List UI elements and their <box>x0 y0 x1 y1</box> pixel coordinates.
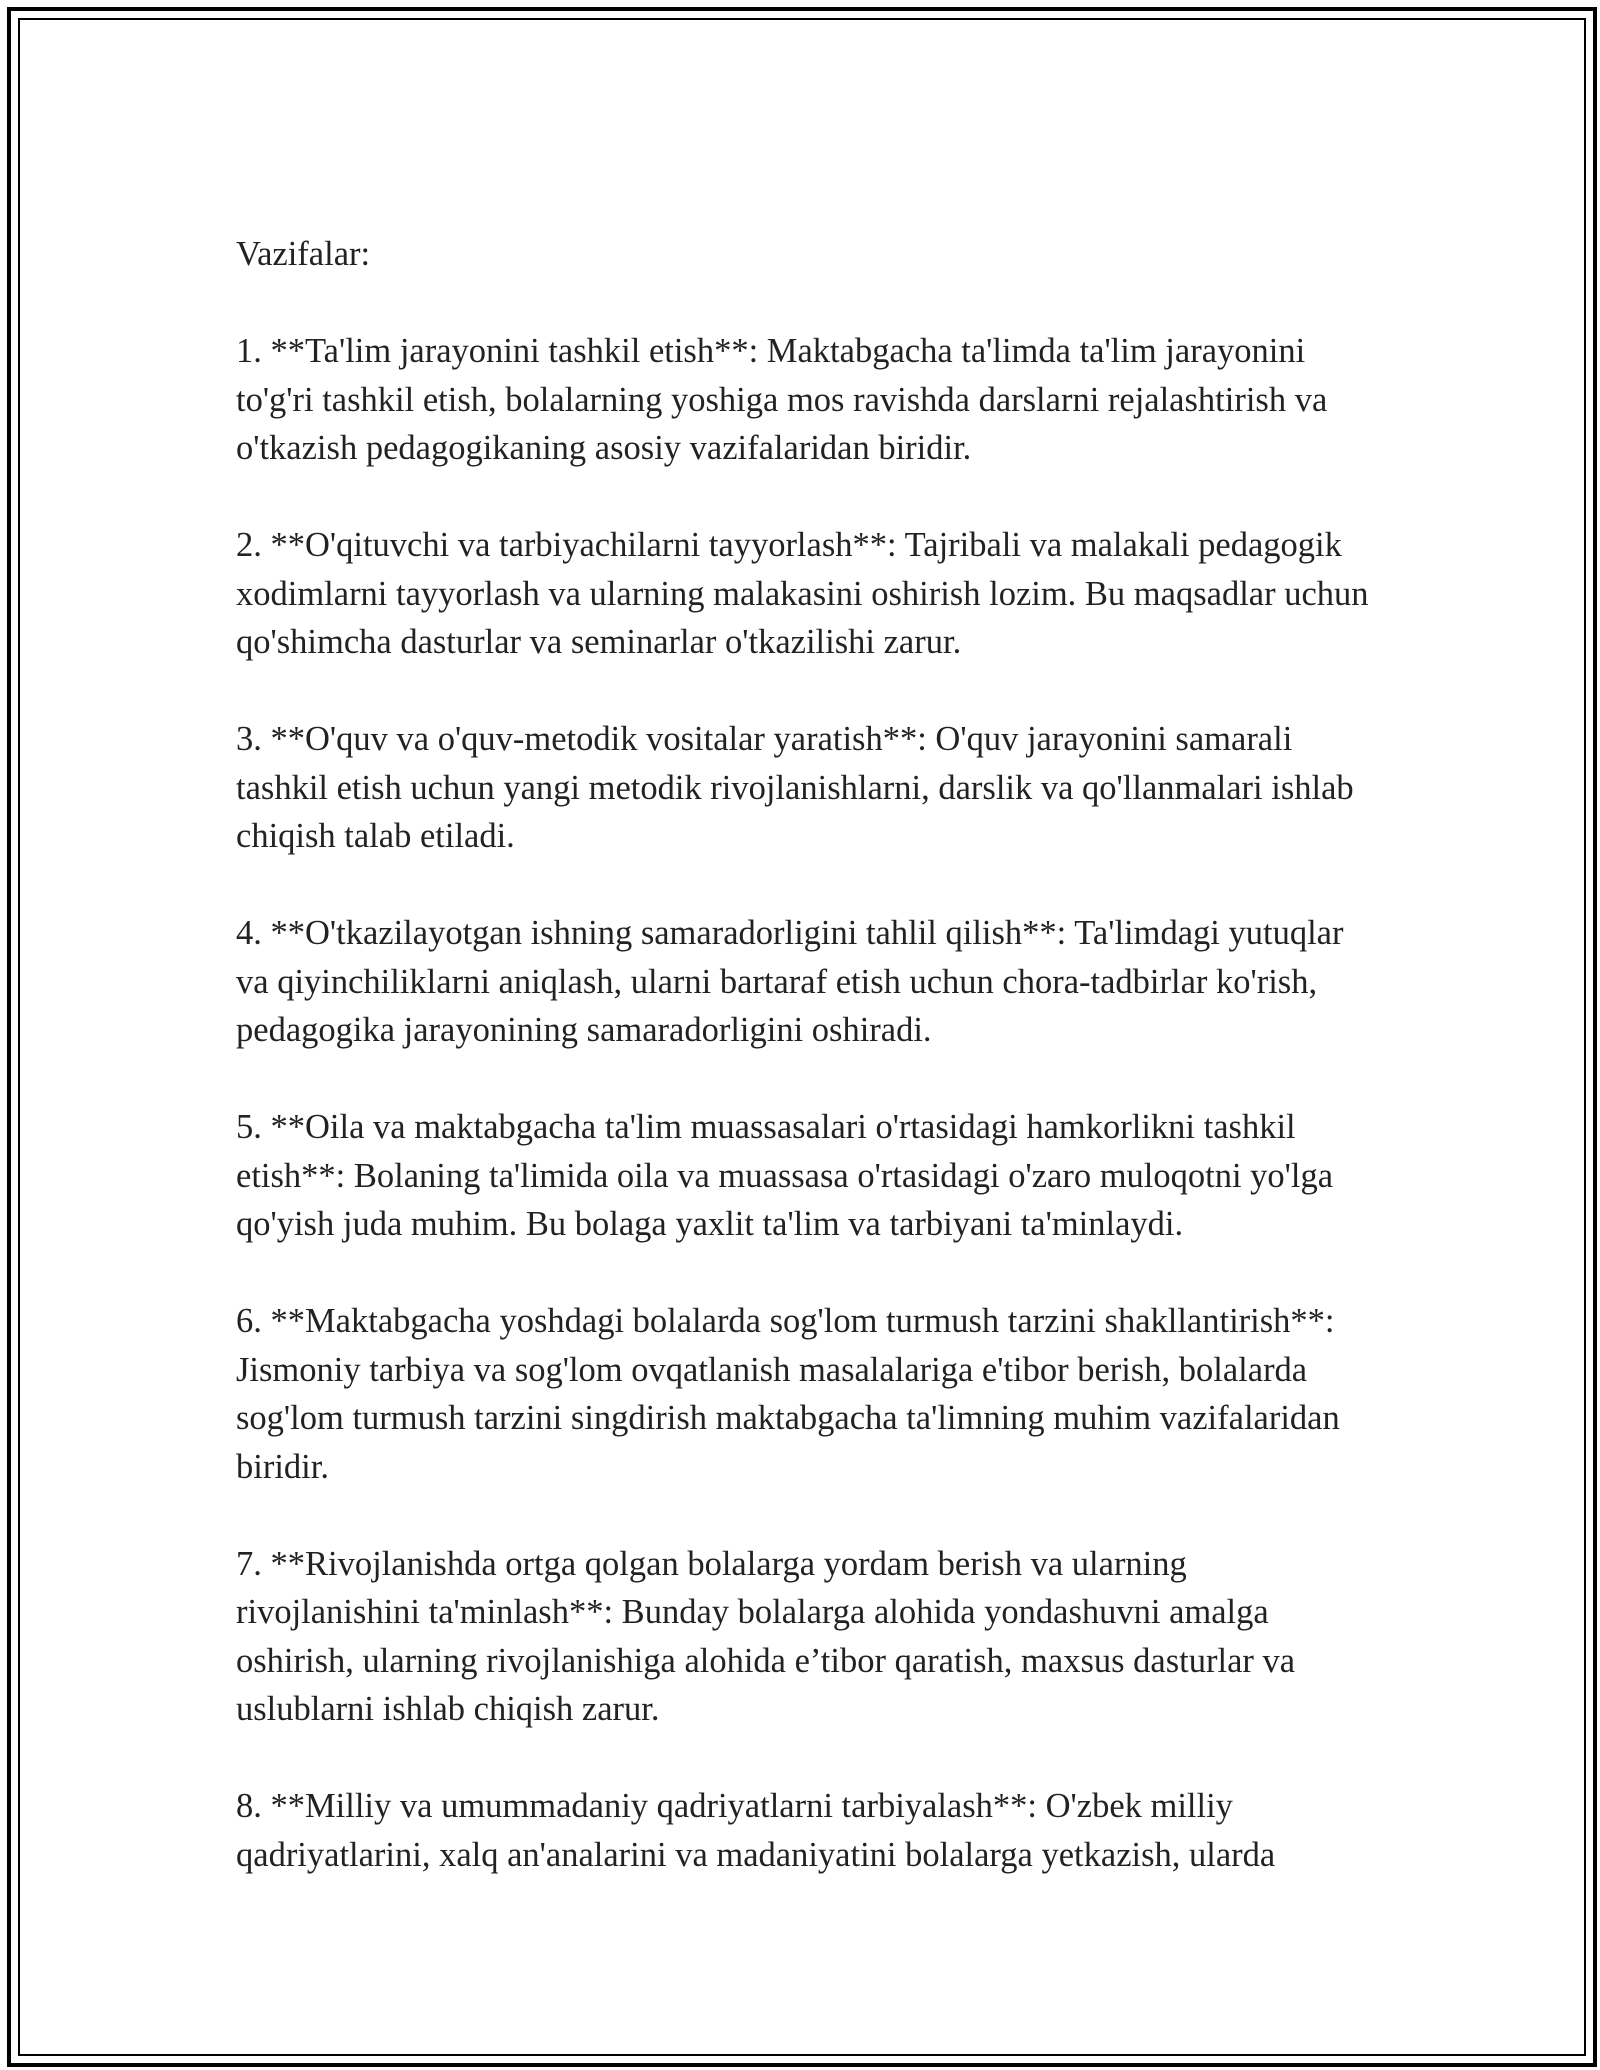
list-item-3: 3. **O'quv va o'quv-metodik vositalar yaratish**: O'quv jarayonini samarali tashkil etish uchun yangi metodik rivojlanishlarni, darslik va qo'llanmalari ishlab chiqish talab etiladi. <box>236 720 1354 855</box>
list-item-2: 2. **O'qituvchi va tarbiyachilarni tayyorlash**: Tajribali va malakali pedagogik xodimlarni tayyorlash va ularning malakasini oshirish lozim. Bu maqsadlar uchun qo'shimcha dasturlar va seminarlar o'tkazilishi zarur. <box>236 526 1369 661</box>
list-item-4: 4. **O'tkazilayotgan ishning samaradorligini tahlil qilish**: Ta'limdagi yutuqlar va qiyinchiliklarni aniqlash, ularni bartaraf etish uchun chora-tadbirlar ko'rish, pedagogika jarayonining samaradorligini oshiradi. <box>236 914 1344 1049</box>
list-item-1: 1. **Ta'lim jarayonini tashkil etish**: Maktabgacha ta'limda ta'lim jarayonini to'g'ri tashkil etish, bolalarning yoshiga mos ravishda darslarni rejalashtirish va o'tkazish pedagogikaning asosiy vazifalaridan biridir. <box>236 332 1328 467</box>
document-body <box>236 230 1376 1928</box>
section-heading: Vazifalar: <box>236 235 371 273</box>
list-item-6: 6. **Maktabgacha yoshdagi bolalarda sog'lom turmush tarzini shakllantirish**: Jismoniy tarbiya va sog'lom ovqatlanish masalalariga e'tibor berish, bolalarda sog'lom turmush tarzini singdirish maktabgacha ta'limning muhim vazifalaridan biridir. <box>236 1302 1340 1486</box>
list-item-7: 7. **Rivojlanishda ortga qolgan bolalarga yordam berish va ularning rivojlanishini ta'minlash**: Bunday bolalarga alohida yondashuvni amalga oshirish, ularning rivojlanishiga alohida e’tibor qaratish, maxsus dasturlar va uslublarni ishlab chiqish zarur. <box>236 1544 1296 1728</box>
list-item-8: 8. **Milliy va umummadaniy qadriyatlarni tarbiyalash**: O'zbek milliy qadriyatlarini, xalq an'analarini va madaniyatini bolalarga yetkazish, ularda <box>236 1787 1276 1874</box>
list-item-5: 5. **Oila va maktabgacha ta'lim muassasalari o'rtasidagi hamkorlikni tashkil etish**: Bolaning ta'limida oila va muassasa o'rtasidagi o'zaro muloqotni yo'lga qo'yish juda muhim. Bu bolaga yaxlit ta'lim va tarbiyani ta'minlaydi. <box>236 1108 1334 1243</box>
